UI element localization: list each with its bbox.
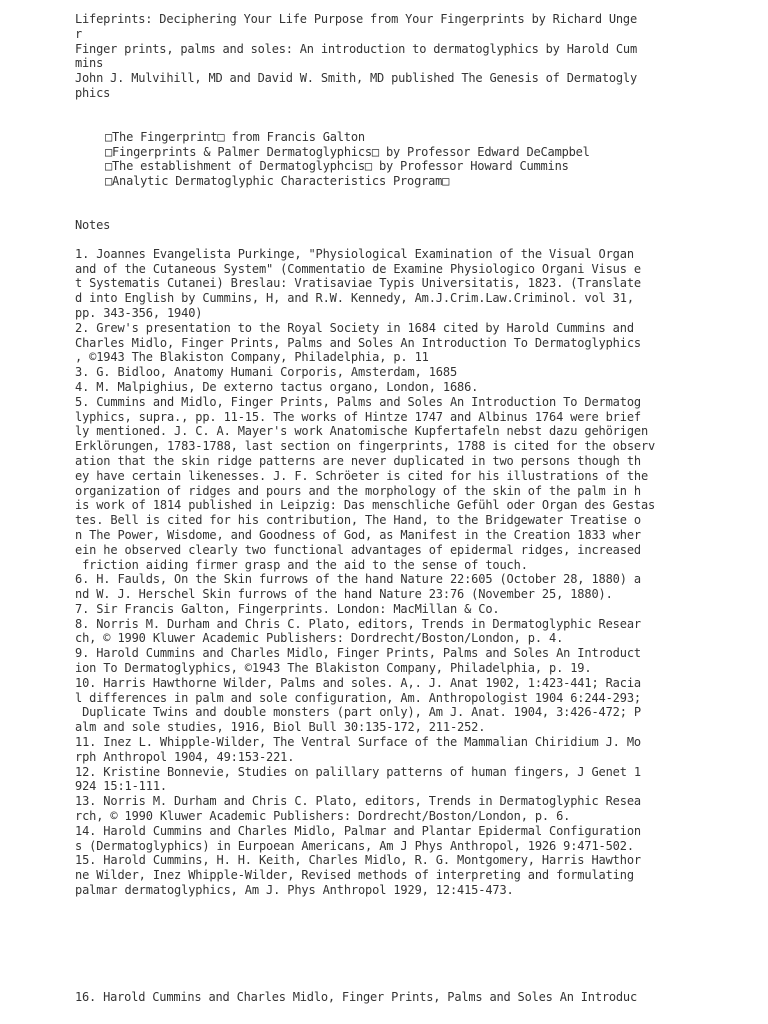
bibliography-line: r (75, 26, 83, 41)
bibliography-line: Lifeprints: Deciphering Your Life Purpose from Your Fingerprints by Richard Unge (75, 12, 637, 26)
note-line: Duplicate Twins and double monsters (part only), Am J. Anat. 1904, 3:426-472; P (75, 705, 641, 720)
note-line: 7. Sir Francis Galton, Fingerprints. London: MacMillan & Co. (75, 601, 500, 616)
note-line: ion To Dermatoglyphics, ©1943 The Blakiston Company, Philadelphia, p. 19. (75, 661, 592, 676)
note-line: is work of 1814 published in Leipzig: Das menschliche Gefühl oder Organ des Gestas (75, 498, 656, 513)
note-line: , ©1943 The Blakiston Company, Philadelphia, p. 11 (75, 350, 429, 365)
note-line: 4. M. Malpighius, De externo tactus organo, London, 1686. (75, 379, 479, 394)
note-line-trailing: 16. Harold Cummins and Charles Midlo, Finger Prints, Palms and Soles An Introduc (75, 989, 637, 1004)
note-line: ch, © 1990 Kluwer Academic Publishers: Dordrecht/Boston/London, p. 4. (75, 631, 564, 646)
note-line: l differences in palm and sole configuration, Am. Anthropologist 1904 6:244-293; (75, 690, 641, 705)
note-line: n The Power, Wisdome, and Goodness of God, as Manifest in the Creation 1833 wher (75, 527, 641, 542)
note-line: Charles Midlo, Finger Prints, Palms and Soles An Introduction To Dermatoglyphics (75, 335, 641, 350)
note-line: rph Anthropol 1904, 49:153-221. (75, 749, 295, 764)
note-line: 2. Grew's presentation to the Royal Society in 1684 cited by Harold Cummins and (75, 320, 634, 335)
bibliography-line: Finger prints, palms and soles: An introduction to dermatoglyphics by Harold Cum (75, 41, 637, 56)
note-line: 9. Harold Cummins and Charles Midlo, Finger Prints, Palms and Soles An Introduct (75, 646, 641, 661)
note-line: t Systematis Cutanei) Breslau: Vratisaviae Typis Universitatis, 1823. (Translate (75, 276, 641, 291)
note-line: and of the Cutaneous System" (Commentatio de Examine Physiologico Organi Visus e (75, 261, 641, 276)
reference-item: □The Fingerprint□ from Francis Galton (105, 129, 365, 144)
note-line: ein he observed clearly two functional advantages of epidermal ridges, increased (75, 542, 641, 557)
reference-item: □The establishment of Dermatoglyphcis□ by Professor Howard Cummins (105, 159, 569, 174)
bibliography-line: mins (75, 56, 104, 71)
note-line: friction aiding firmer grasp and the aid to the sense of touch. (75, 557, 528, 572)
bibliography-line: phics (75, 85, 111, 100)
bibliography-line: John J. Mulvihill, MD and David W. Smith, MD published The Genesis of Dermatogly (75, 71, 637, 86)
note-line: 3. G. Bidloo, Anatomy Humani Corporis, Amsterdam, 1685 (75, 365, 458, 380)
note-line: ly mentioned. J. C. A. Mayer's work Anatomische Kupfertafeln nebst dazu gehörigen (75, 424, 649, 439)
document-page (75, 12, 735, 1005)
note-line: d into English by Cummins, H, and R.W. Kennedy, Am.J.Crim.Law.Criminol. vol 31, (75, 291, 634, 306)
note-line: 12. Kristine Bonnevie, Studies on palillary patterns of human fingers, J Genet 1 (75, 764, 641, 779)
reference-item: □Analytic Dermatoglyphic Characteristics Program□ (105, 174, 450, 189)
note-line: s (Dermatoglyphics) in Eurpoean Americans, Am J Phys Anthropol, 1926 9:471-502. (75, 838, 634, 853)
note-line: pp. 343-356, 1940) (75, 305, 203, 320)
note-line: 1. Joannes Evangelista Purkinge, "Physiological Examination of the Visual Organ (75, 246, 634, 261)
note-line: 11. Inez L. Whipple-Wilder, The Ventral Surface of the Mammalian Chiridium J. Mo (75, 735, 641, 750)
note-line: 8. Norris M. Durham and Chris C. Plato, editors, Trends in Dermatoglyphic Resear (75, 616, 641, 631)
reference-item: □Fingerprints & Palmer Dermatoglyphics□ by Professor Edward DeCampbel (105, 144, 590, 159)
note-line: organization of ridges and pours and the morphology of the skin of the palm in h (75, 483, 641, 498)
note-line: ey have certain likenesses. J. F. Schröeter is cited for his illustrations of the (75, 468, 649, 483)
note-line: ation that the skin ridge patterns are never duplicated in two persons though th (75, 453, 641, 468)
note-line: Erklörungen, 1783-1788, last section on fingerprints, 1788 is cited for the observ (75, 439, 656, 454)
reference-list (75, 130, 735, 189)
note-line: 13. Norris M. Durham and Chris C. Plato, editors, Trends in Dermatoglyphic Resea (75, 794, 641, 809)
note-line: rch, © 1990 Kluwer Academic Publishers: Dordrecht/Boston/London, p. 6. (75, 809, 571, 824)
note-line: 10. Harris Hawthorne Wilder, Palms and soles. A,. J. Anat 1902, 1:423-441; Racia (75, 675, 641, 690)
note-line: 15. Harold Cummins, H. H. Keith, Charles Midlo, R. G. Montgomery, Harris Hawthor (75, 853, 641, 868)
note-line: ne Wilder, Inez Whipple-Wilder, Revised methods of interpreting and formulating (75, 868, 634, 883)
note-line: lyphics, supra., pp. 11-15. The works of Hintze 1747 and Albinus 1764 were brief (75, 409, 641, 424)
bibliography-block (75, 12, 735, 101)
note-line: 14. Harold Cummins and Charles Midlo, Palmar and Plantar Epidermal Configuration (75, 823, 641, 838)
note-line: alm and sole studies, 1916, Biol Bull 30:135-172, 211-252. (75, 720, 486, 735)
notes-heading: Notes (75, 217, 111, 232)
note-line: 6. H. Faulds, On the Skin furrows of the hand Nature 22:605 (October 28, 1880) a (75, 572, 641, 587)
note-line: 5. Cummins and Midlo, Finger Prints, Palms and Soles An Introduction To Dermatog (75, 394, 641, 409)
note-line: tes. Bell is cited for his contribution, The Hand, to the Bridgewater Treatise o (75, 513, 641, 528)
note-line: palmar dermatoglyphics, Am J. Phys Anthropol 1929, 12:415-473. (75, 883, 514, 898)
note-line: nd W. J. Herschel Skin furrows of the hand Nature 23:76 (November 25, 1880). (75, 587, 613, 602)
notes-list (75, 247, 735, 898)
note-line: 924 15:1-111. (75, 779, 167, 794)
